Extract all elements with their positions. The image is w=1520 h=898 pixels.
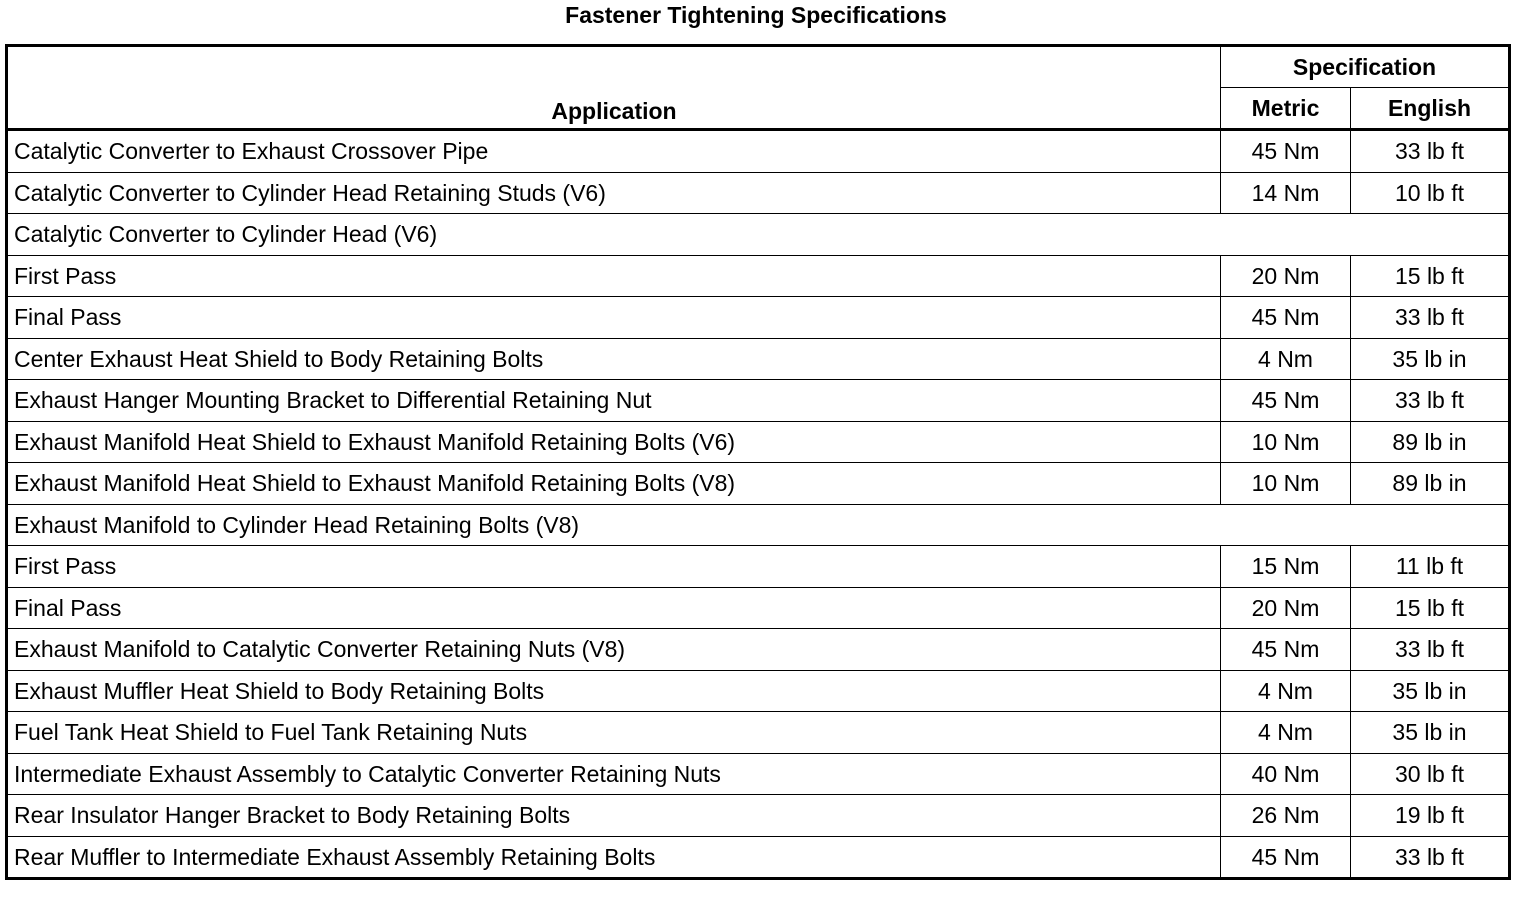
metric-cell: 4 Nm — [1221, 670, 1351, 712]
table-row — [7, 587, 1510, 629]
metric-cell: 10 Nm — [1221, 421, 1351, 463]
metric-cell: 14 Nm — [1221, 172, 1351, 214]
english-cell: 33 lb ft — [1351, 380, 1510, 422]
metric-cell: 45 Nm — [1221, 380, 1351, 422]
metric-cell: 40 Nm — [1221, 753, 1351, 795]
table-row — [7, 421, 1510, 463]
english-cell: 15 lb ft — [1351, 255, 1510, 297]
table-row — [7, 836, 1510, 879]
application-cell: Exhaust Hanger Mounting Bracket to Differential Retaining Nut — [7, 380, 1221, 422]
header-row-top — [7, 46, 1510, 88]
table-row — [7, 546, 1510, 588]
metric-cell: 10 Nm — [1221, 463, 1351, 505]
table-row — [7, 753, 1510, 795]
application-cell: Rear Insulator Hanger Bracket to Body Retaining Bolts — [7, 795, 1221, 837]
application-cell: Exhaust Manifold Heat Shield to Exhaust Manifold Retaining Bolts (V8) — [7, 463, 1221, 505]
application-cell: Exhaust Manifold to Catalytic Converter Retaining Nuts (V8) — [7, 629, 1221, 671]
page-title: Fastener Tightening Specifications — [565, 2, 947, 28]
table-row — [7, 255, 1510, 297]
group-label: Catalytic Converter to Cylinder Head (V6) — [7, 214, 1510, 256]
table-row — [7, 670, 1510, 712]
application-cell: Fuel Tank Heat Shield to Fuel Tank Retaining Nuts — [7, 712, 1221, 754]
english-cell: 10 lb ft — [1351, 172, 1510, 214]
application-cell: First Pass — [7, 255, 1221, 297]
metric-cell: 15 Nm — [1221, 546, 1351, 588]
english-cell: 35 lb in — [1351, 670, 1510, 712]
header-specification: Specification — [1221, 46, 1510, 88]
table-row — [7, 629, 1510, 671]
english-cell: 33 lb ft — [1351, 130, 1510, 173]
header-application: Application — [7, 46, 1221, 130]
table-row — [7, 130, 1510, 173]
table-group-row — [7, 504, 1510, 546]
metric-cell: 45 Nm — [1221, 297, 1351, 339]
application-cell: Final Pass — [7, 297, 1221, 339]
header-english: English — [1351, 88, 1510, 130]
header-metric: Metric — [1221, 88, 1351, 130]
english-cell: 89 lb in — [1351, 463, 1510, 505]
application-cell: Final Pass — [7, 587, 1221, 629]
english-cell: 33 lb ft — [1351, 297, 1510, 339]
metric-cell: 20 Nm — [1221, 587, 1351, 629]
table-row — [7, 297, 1510, 339]
english-cell: 33 lb ft — [1351, 629, 1510, 671]
table-row — [7, 463, 1510, 505]
application-cell: Intermediate Exhaust Assembly to Catalytic Converter Retaining Nuts — [7, 753, 1221, 795]
table-group-row — [7, 214, 1510, 256]
table-body — [7, 130, 1510, 879]
group-label: Exhaust Manifold to Cylinder Head Retaining Bolts (V8) — [7, 504, 1510, 546]
table-row — [7, 380, 1510, 422]
english-cell: 89 lb in — [1351, 421, 1510, 463]
metric-cell: 20 Nm — [1221, 255, 1351, 297]
table-row — [7, 338, 1510, 380]
english-cell: 30 lb ft — [1351, 753, 1510, 795]
specifications-table — [5, 44, 1511, 880]
metric-cell: 45 Nm — [1221, 629, 1351, 671]
application-cell: Rear Muffler to Intermediate Exhaust Assembly Retaining Bolts — [7, 836, 1221, 879]
table-header — [7, 46, 1510, 130]
metric-cell: 45 Nm — [1221, 130, 1351, 173]
metric-cell: 4 Nm — [1221, 338, 1351, 380]
table-row — [7, 172, 1510, 214]
english-cell: 15 lb ft — [1351, 587, 1510, 629]
application-cell: Catalytic Converter to Cylinder Head Retaining Studs (V6) — [7, 172, 1221, 214]
table-row — [7, 795, 1510, 837]
application-cell: Center Exhaust Heat Shield to Body Retaining Bolts — [7, 338, 1221, 380]
english-cell: 35 lb in — [1351, 338, 1510, 380]
english-cell: 33 lb ft — [1351, 836, 1510, 879]
table-row — [7, 712, 1510, 754]
metric-cell: 26 Nm — [1221, 795, 1351, 837]
application-cell: Exhaust Manifold Heat Shield to Exhaust Manifold Retaining Bolts (V6) — [7, 421, 1221, 463]
metric-cell: 4 Nm — [1221, 712, 1351, 754]
application-cell: First Pass — [7, 546, 1221, 588]
english-cell: 11 lb ft — [1351, 546, 1510, 588]
application-cell: Catalytic Converter to Exhaust Crossover Pipe — [7, 130, 1221, 173]
metric-cell: 45 Nm — [1221, 836, 1351, 879]
application-cell: Exhaust Muffler Heat Shield to Body Retaining Bolts — [7, 670, 1221, 712]
english-cell: 19 lb ft — [1351, 795, 1510, 837]
english-cell: 35 lb in — [1351, 712, 1510, 754]
